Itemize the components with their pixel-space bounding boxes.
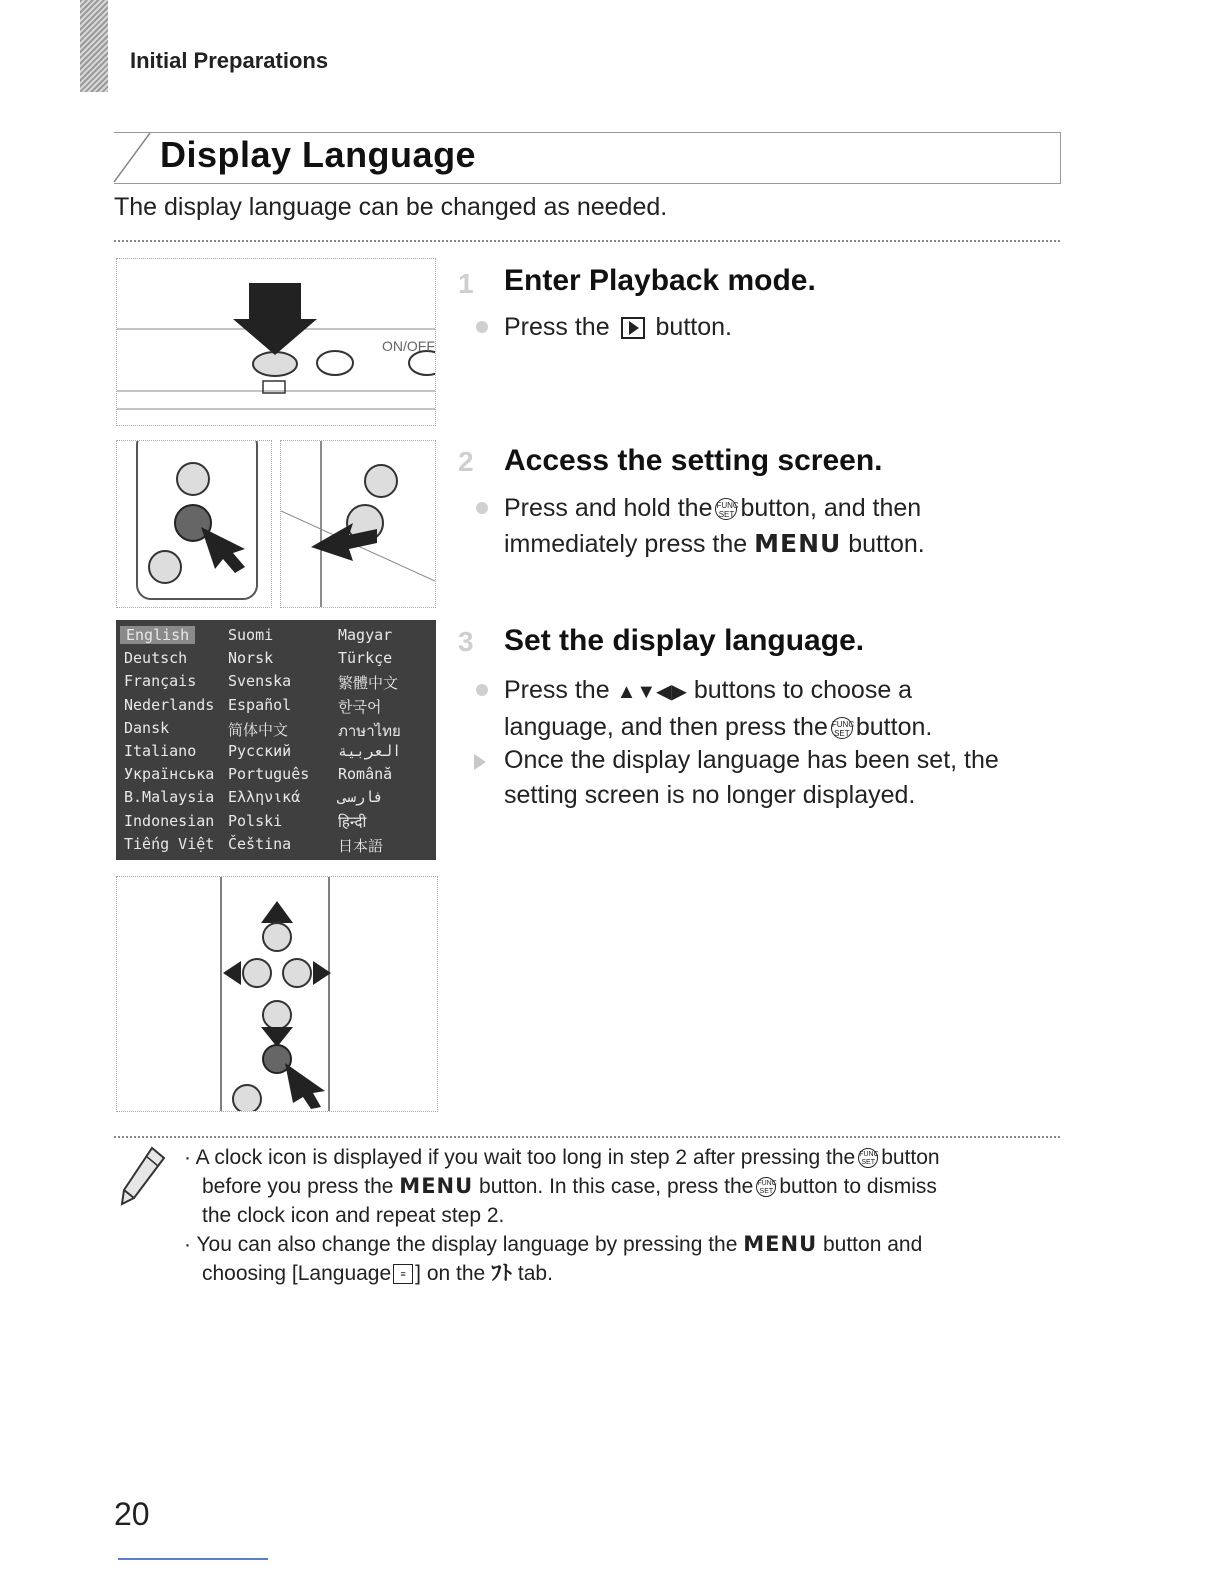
language-option[interactable]: B.Malaysia: [124, 788, 215, 807]
language-option[interactable]: Suomi: [228, 626, 274, 644]
language-option[interactable]: 日本語: [338, 836, 384, 855]
language-option[interactable]: Nederlands: [124, 695, 215, 714]
language-option[interactable]: 简体中文: [228, 720, 289, 739]
bullet: [476, 502, 488, 514]
language-option[interactable]: Türkçe: [338, 649, 393, 668]
language-icon: ≡: [393, 1264, 413, 1284]
language-option[interactable]: Svenska: [228, 672, 292, 691]
divider: [114, 240, 1060, 242]
step2-text: Press and hold the FUNC SET button, and then immediately press the MENU button.: [504, 494, 925, 558]
step-title-3: Set the display language.: [504, 624, 865, 657]
notes-divider: [114, 1136, 1060, 1138]
language-option[interactable]: Čeština: [228, 834, 292, 853]
footer-rule: [118, 1558, 268, 1560]
step1-text: Press the button.: [504, 313, 732, 341]
camera-top-illustration: [116, 258, 436, 426]
note-1: · A clock icon is displayed if you wait too long in step 2 after pressing the FUNC SET button before you press the MENU button. In this case, press the FUNC SET button to dismiss the clock icon and repeat step 2.: [184, 1146, 940, 1227]
page-number: 20: [114, 1496, 150, 1532]
func-set-icon: FUNC SET: [756, 1177, 776, 1197]
step-title-1: Enter Playback mode.: [504, 264, 816, 297]
language-option[interactable]: فارسی: [338, 788, 384, 807]
section-tab-marker: [80, 0, 108, 92]
step-title-2: Access the setting screen.: [504, 444, 883, 477]
language-option[interactable]: Ελληνικά: [228, 788, 301, 807]
language-option[interactable]: Português: [228, 765, 310, 784]
language-option[interactable]: हिन्दी: [338, 812, 367, 831]
language-option[interactable]: Français: [124, 672, 197, 691]
bullet: [476, 684, 488, 696]
camera-back-left-illustration: [116, 440, 272, 608]
title-corner-slash: [112, 132, 152, 184]
language-option[interactable]: ภาษาไทย: [338, 721, 401, 740]
step3-text-2: Once the display language has been set, the setting screen is no longer displayed.: [504, 746, 999, 809]
language-option[interactable]: Español: [228, 695, 292, 714]
section-header: Initial Preparations: [130, 48, 329, 73]
step3-text-1: Press the ▲▼◀▶ buttons to choose a language, and then press the FUNC SET button.: [504, 676, 933, 741]
step-number-1: 1: [458, 268, 474, 299]
language-option[interactable]: English: [120, 626, 195, 644]
bullet: [476, 321, 488, 333]
language-option[interactable]: Norsk: [228, 649, 274, 668]
func-set-icon: FUNC SET: [858, 1148, 878, 1168]
step-number-2: 2: [458, 446, 474, 477]
result-arrow-icon: [474, 754, 486, 770]
svg-text:ON/OFF: ON/OFF: [382, 338, 435, 354]
camera-back-right-illustration: [280, 440, 436, 608]
language-option[interactable]: العربية: [338, 742, 402, 760]
note-2: · You can also change the display language by pressing the MENU button and choosing [Language ≡ ] on the ﾌﾄ tab.: [184, 1232, 923, 1285]
language-option[interactable]: Italiano: [124, 742, 197, 760]
language-option[interactable]: Deutsch: [124, 649, 188, 668]
page-subtitle: The display language can be changed as needed.: [114, 193, 668, 221]
language-option[interactable]: 한국어: [338, 697, 382, 716]
control-dial-illustration: [116, 876, 438, 1112]
step-number-3: 3: [458, 626, 474, 657]
language-option[interactable]: Polski: [228, 811, 283, 830]
language-option[interactable]: 繁體中文: [338, 674, 399, 693]
pencil-icon: [118, 1146, 168, 1210]
language-option[interactable]: Tiếng Việt: [124, 834, 215, 853]
func-set-icon: FUNC SET: [715, 498, 737, 520]
language-option[interactable]: Українська: [124, 765, 215, 784]
page-title: Display Language: [160, 134, 477, 175]
playback-icon: [621, 317, 645, 339]
language-option[interactable]: Indonesian: [124, 811, 215, 830]
arrow-buttons-icon: ▲▼◀▶: [616, 681, 687, 703]
language-option[interactable]: Română: [338, 765, 393, 784]
language-selection-screen: [116, 620, 436, 860]
language-option[interactable]: Dansk: [124, 718, 170, 737]
language-option[interactable]: Magyar: [338, 626, 393, 644]
func-set-icon: FUNC SET: [831, 717, 853, 739]
settings-tab-icon: ﾌﾄ: [491, 1262, 513, 1285]
language-option[interactable]: Русский: [228, 742, 292, 760]
